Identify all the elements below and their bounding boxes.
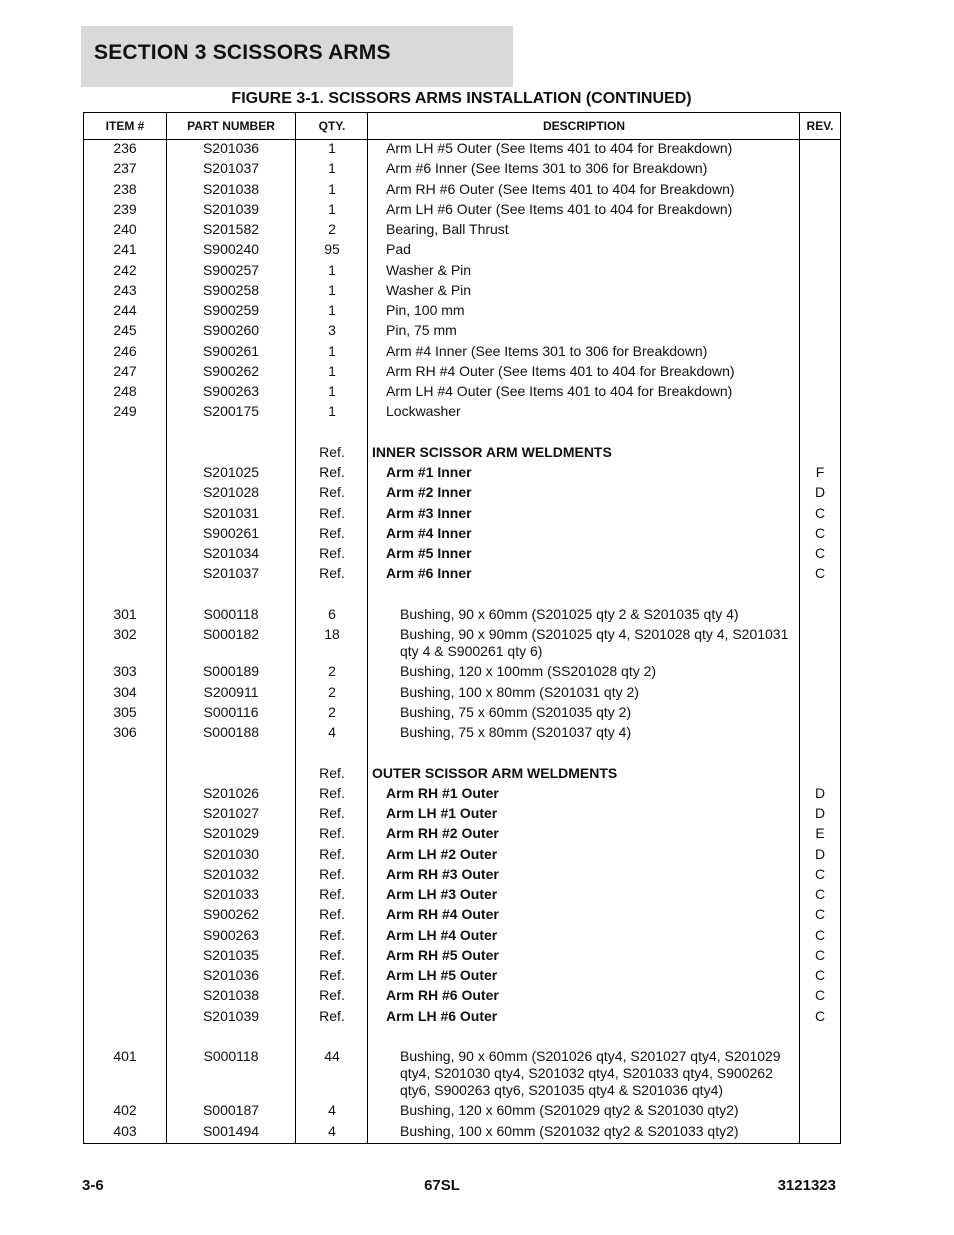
quantity: 1 [328,362,336,379]
table-row [84,403,840,423]
table-row [84,505,840,525]
item-number: 243 [113,281,137,298]
part-number: S000187 [202,1102,260,1119]
item-number: 304 [113,683,137,700]
header-part-number: PART NUMBER [187,119,275,133]
part-number: S900262 [202,362,260,379]
quantity: 2 [328,683,336,700]
revision: C [814,987,826,1004]
quantity: Ref. [319,545,345,562]
revision: C [814,946,826,963]
part-number: S201038 [202,180,260,197]
spacer-row [84,1028,840,1048]
revision: C [814,504,826,521]
quantity: 4 [328,724,336,741]
table-row [84,343,840,363]
part-number: S000116 [203,703,259,720]
table-header [84,113,840,140]
revision: C [814,565,826,582]
description: Arm RH #4 Outer [386,906,499,923]
quantity: 18 [324,626,340,643]
part-number: S201582 [202,221,260,237]
description: Arm LH #1 Outer [386,805,498,822]
quantity: Ref. [319,565,345,582]
revision: D [814,784,826,801]
table-row [84,724,840,744]
table-row [84,565,840,585]
quantity: Ref. [319,845,345,862]
quantity: Ref. [319,464,345,481]
table-row [84,626,840,663]
description: Bushing, 120 x 100mm (SS201028 qty 2) [400,663,657,680]
table-row [84,181,840,201]
revision: D [814,484,826,501]
revision: C [814,926,826,943]
table-row [84,221,840,241]
quantity: 1 [328,342,336,359]
part-number: S201030 [202,845,260,862]
quantity: 3 [328,322,336,339]
table-body [84,140,840,1143]
table-row [84,302,840,322]
description: Arm LH #3 Outer [386,886,498,903]
quantity: 1 [328,383,336,399]
description: Arm #4 Inner [386,524,472,541]
item-number: 302 [113,626,137,643]
description: Washer & Pin [386,261,472,278]
description: Arm LH #5 Outer (See Items 401 to 404 for Breakdown) [386,140,733,156]
revision: C [814,967,826,984]
part-number: S900262 [202,906,260,923]
parts-table [83,112,841,1144]
table-row [84,241,840,261]
part-number: S900261 [202,342,260,359]
description: Arm #6 Inner (See Items 301 to 306 for Breakdown) [386,160,708,177]
description: Bushing, 100 x 80mm (S201031 qty 2) [400,683,639,700]
item-number: 306 [113,724,137,741]
description: Bushing, 90 x 90mm (S201025 qty 4, S201028 qty 4, S201031 qty 4 & S900261 qty 6) [400,626,789,660]
part-number: S000182 [202,626,260,643]
table-row [84,484,840,504]
description: Bushing, 120 x 60mm (S201029 qty2 & S201030 qty2) [400,1102,739,1119]
part-number: S201033 [202,886,260,903]
quantity: 1 [328,180,336,197]
part-number: S201038 [202,987,260,1004]
table-row [84,160,840,180]
part-number: S900257 [202,261,260,278]
table-row [84,967,840,987]
quantity: Ref. [319,886,345,903]
part-number: S201028 [202,484,260,501]
item-number: 303 [113,663,137,680]
description: Washer & Pin [386,281,472,298]
quantity: 1 [328,200,336,217]
item-number: 244 [113,302,137,318]
item-number: 245 [113,322,137,339]
table-row [84,322,840,342]
table-row [84,282,840,302]
spacer-row [84,586,840,606]
part-number: S201037 [202,565,260,582]
section-title: SECTION 3 SCISSORS ARMS [81,26,513,87]
part-number: S201031 [202,504,260,521]
quantity: Ref. [319,504,345,521]
item-number: 301 [113,605,137,622]
table-row [84,140,840,160]
table-row [84,765,840,785]
page-number: 3-6 [82,1177,104,1194]
header-rev: REV. [806,119,834,133]
description: Arm #3 Inner [386,504,472,521]
part-number: S201025 [202,464,260,481]
header-item: ITEM # [105,119,145,133]
table-row [84,606,840,626]
quantity: Ref. [319,825,345,842]
description: Arm #2 Inner [386,484,472,501]
table-row [84,545,840,565]
part-number: S201036 [202,967,260,984]
item-number: 236 [113,140,137,156]
item-number: 401 [113,1048,137,1065]
table-row [84,444,840,464]
revision: C [814,886,826,903]
part-number: S900260 [202,322,260,339]
item-number: 237 [113,160,137,177]
item-number: 240 [113,221,137,237]
part-number: S201039 [202,200,260,217]
quantity: 1 [328,281,336,298]
quantity: 95 [324,241,340,258]
item-number: 402 [113,1102,137,1119]
item-number: 241 [113,241,137,258]
table-row [84,1123,840,1143]
table-row [84,846,840,866]
part-number: S201039 [202,1007,260,1024]
part-number: S201034 [202,545,260,562]
quantity: Ref. [319,784,345,801]
quantity: 1 [328,302,336,318]
table-row [84,1048,840,1102]
quantity: Ref. [319,906,345,923]
description: Arm LH #2 Outer [386,845,498,862]
part-number: S000189 [202,663,260,680]
description: Arm #4 Inner (See Items 301 to 306 for Breakdown) [386,342,708,359]
part-number: S000118 [203,605,259,622]
figure-title: FIGURE 3-1. SCISSORS ARMS INSTALLATION (CONTINUED) [231,90,692,107]
quantity: 2 [328,663,336,680]
part-number: S900259 [202,302,260,318]
part-number: S201026 [202,784,260,801]
part-number: S200911 [203,683,259,700]
table-row [84,663,840,683]
description: Bushing, 90 x 60mm (S201026 qty4, S201027 qty4, S201029 qty4, S201030 qty4, S201032 qty4, S201033 qty4, S900262 qty6, S900263 qty6, S201035 qty4 & S201036 qty4) [400,1048,781,1099]
revision: C [814,524,826,541]
quantity: Ref. [319,524,345,541]
description: Arm LH #4 Outer [386,926,498,943]
quantity: Ref. [319,1007,345,1024]
quantity: Ref. [319,946,345,963]
revision: C [814,865,826,882]
description: Bushing, 75 x 80mm (S201037 qty 4) [400,724,632,741]
table-row [84,805,840,825]
quantity: 1 [328,160,336,177]
spacer-row [84,424,840,444]
spacer-row [84,744,840,764]
table-row [84,464,840,484]
part-number: S201032 [202,865,260,882]
quantity: 4 [328,1102,336,1119]
part-number: S000118 [203,1048,259,1065]
part-number: S001494 [202,1122,260,1139]
part-number: S900240 [202,241,260,258]
revision: C [814,1007,826,1024]
table-row [84,927,840,947]
table-row [84,886,840,906]
group-heading: OUTER SCISSOR ARM WELDMENTS [372,764,618,781]
table-row [84,525,840,545]
quantity: Ref. [319,865,345,882]
revision: D [814,805,826,822]
table-row [84,1102,840,1122]
part-number: S900261 [202,524,260,541]
header-description: DESCRIPTION [542,119,625,133]
part-number: S200175 [202,403,260,420]
revision: D [814,845,826,862]
description: Arm #5 Inner [386,545,472,562]
model-name: 67SL [424,1177,460,1194]
quantity: Ref. [319,967,345,984]
item-number: 249 [113,403,137,420]
table-row [84,262,840,282]
description: Bushing, 75 x 60mm (S201035 qty 2) [400,703,632,720]
quantity: Ref. [319,764,345,781]
part-number: S201036 [202,140,260,156]
description: Bushing, 100 x 60mm (S201032 qty2 & S201033 qty2) [400,1122,739,1139]
item-number: 403 [113,1122,137,1139]
description: Pad [386,241,411,258]
revision: F [815,464,825,481]
part-number: S201037 [202,160,260,177]
table-row [84,947,840,967]
table-row [84,906,840,926]
table-row [84,383,840,403]
description: Arm RH #3 Outer [386,865,499,882]
item-number: 248 [113,383,137,399]
description: Arm LH #6 Outer [386,1007,498,1024]
revision: E [815,825,825,842]
quantity: Ref. [319,443,345,460]
part-number: S900263 [202,926,260,943]
table-row [84,1008,840,1028]
quantity: 1 [328,261,336,278]
part-number: S900258 [202,281,260,298]
quantity: 1 [328,140,336,156]
item-number: 305 [113,703,137,720]
table-row [84,866,840,886]
group-heading: INNER SCISSOR ARM WELDMENTS [372,443,612,460]
item-number: 239 [113,200,137,217]
manual-number: 3121323 [777,1177,836,1194]
description: Arm RH #2 Outer [386,825,499,842]
quantity: Ref. [319,926,345,943]
table-row [84,785,840,805]
quantity: 44 [324,1048,340,1065]
part-number: S201029 [202,825,260,842]
description: Arm LH #5 Outer [386,967,498,984]
revision: C [814,906,826,923]
part-number: S900263 [202,383,260,399]
quantity: 4 [328,1122,336,1139]
description: Arm RH #6 Outer [386,987,499,1004]
part-number: S201027 [202,805,260,822]
table-row [84,684,840,704]
table-row [84,987,840,1007]
description: Bearing, Ball Thrust [386,221,509,237]
item-number: 247 [113,362,137,379]
quantity: 1 [328,403,336,420]
table-row [84,825,840,845]
table-row [84,201,840,221]
quantity: 2 [328,221,336,237]
description: Arm #1 Inner [386,464,472,481]
item-number: 238 [113,180,137,197]
quantity: 2 [328,703,336,720]
description: Arm LH #6 Outer (See Items 401 to 404 for Breakdown) [386,200,733,217]
quantity: Ref. [319,987,345,1004]
item-number: 242 [113,261,137,278]
description: Pin, 75 mm [386,322,457,339]
revision: C [814,545,826,562]
header-qty: QTY. [318,119,346,133]
quantity: 6 [328,605,336,622]
description: Bushing, 90 x 60mm (S201025 qty 2 & S201035 qty 4) [400,605,739,622]
description: Arm RH #6 Outer (See Items 401 to 404 for Breakdown) [386,180,735,197]
quantity: Ref. [319,484,345,501]
description: Arm RH #4 Outer (See Items 401 to 404 for Breakdown) [386,362,735,379]
part-number: S201035 [202,946,260,963]
table-row [84,704,840,724]
item-number: 246 [113,342,137,359]
quantity: Ref. [319,805,345,822]
part-number: S000188 [202,724,260,741]
description: Pin, 100 mm [386,302,465,318]
description: Arm #6 Inner [386,565,472,582]
table-row [84,363,840,383]
description: Lockwasher [386,403,461,420]
description: Arm RH #1 Outer [386,784,499,801]
description: Arm RH #5 Outer [386,946,499,963]
description: Arm LH #4 Outer (See Items 401 to 404 for Breakdown) [386,383,733,399]
